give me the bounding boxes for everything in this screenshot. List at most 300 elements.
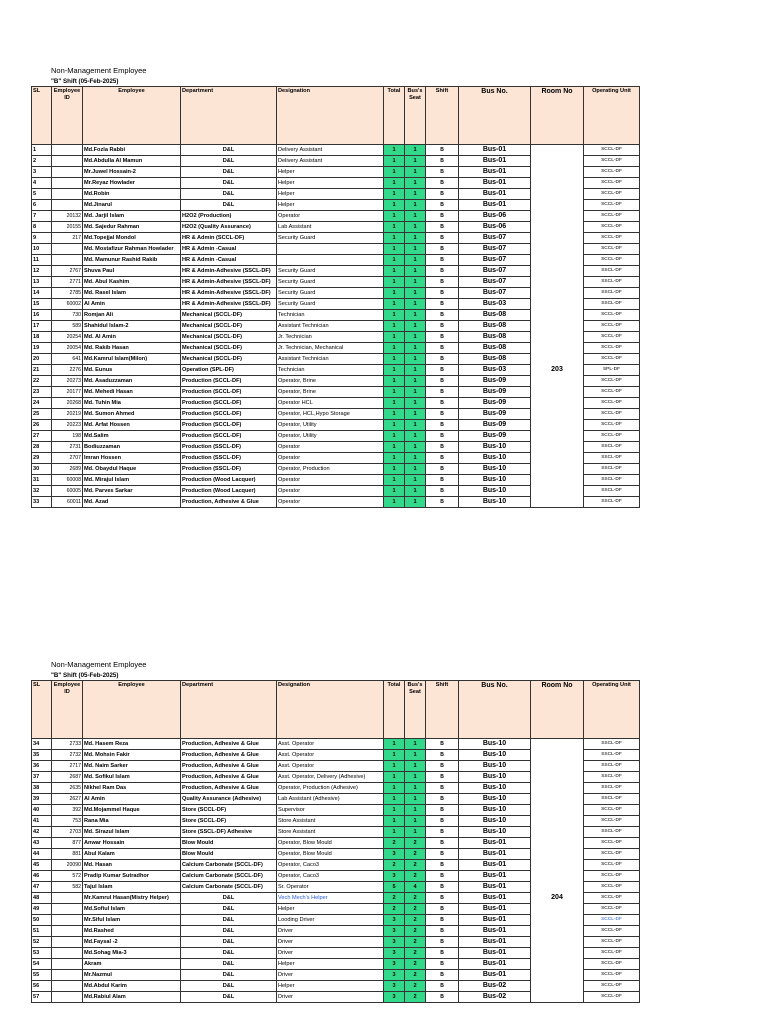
cell-employee-id bbox=[52, 189, 83, 200]
col-header-department: Department bbox=[181, 87, 277, 145]
cell-shift: B bbox=[426, 904, 459, 915]
cell-designation: Operator, Blow Mould bbox=[277, 849, 384, 860]
cell-room-no bbox=[531, 464, 584, 475]
cell-designation: Operator bbox=[277, 211, 384, 222]
cell-shift: B bbox=[426, 915, 459, 926]
cell-designation: Lab Assistant bbox=[277, 222, 384, 233]
cell-designation bbox=[277, 255, 384, 266]
cell-employee-id bbox=[52, 156, 83, 167]
cell-sl: 42 bbox=[32, 827, 52, 838]
cell-operating-unit: SCCL-DF bbox=[584, 244, 640, 255]
cell-employee-id bbox=[52, 915, 83, 926]
cell-employee: Md. Rasel Islam bbox=[83, 288, 181, 299]
cell-bus-seat: 1 bbox=[405, 486, 426, 497]
col-header-room-no: Room No bbox=[531, 681, 584, 739]
cell-bus-no: Bus-01 bbox=[459, 915, 531, 926]
cell-bus-no: Bus-08 bbox=[459, 343, 531, 354]
cell-shift: B bbox=[426, 321, 459, 332]
cell-shift: B bbox=[426, 937, 459, 948]
cell-department: D&L bbox=[181, 915, 277, 926]
cell-sl: 45 bbox=[32, 860, 52, 871]
cell-room-no bbox=[531, 937, 584, 948]
cell-shift: B bbox=[426, 189, 459, 200]
cell-sl: 20 bbox=[32, 354, 52, 365]
cell-bus-seat: 1 bbox=[405, 156, 426, 167]
cell-room-no bbox=[531, 882, 584, 893]
table-row bbox=[32, 277, 640, 288]
cell-total: 3 bbox=[384, 926, 405, 937]
col-header-employee-id: Employee ID bbox=[52, 681, 83, 739]
cell-sl: 36 bbox=[32, 761, 52, 772]
cell-operating-unit: SCCL-DF bbox=[584, 200, 640, 211]
cell-room-no bbox=[531, 398, 584, 409]
col-header-employee: Employee bbox=[83, 681, 181, 739]
table-row bbox=[32, 387, 640, 398]
cell-total: 1 bbox=[384, 222, 405, 233]
cell-operating-unit: SCCL-DF bbox=[584, 860, 640, 871]
cell-total: 1 bbox=[384, 387, 405, 398]
cell-operating-unit: SSCL-DF bbox=[584, 761, 640, 772]
cell-bus-seat: 1 bbox=[405, 772, 426, 783]
cell-total: 3 bbox=[384, 981, 405, 992]
cell-operating-unit: SCCL-DF bbox=[584, 882, 640, 893]
cell-employee: Md. Obaydul Haque bbox=[83, 464, 181, 475]
table-row bbox=[32, 497, 640, 508]
cell-operating-unit: SCCL-DF bbox=[584, 189, 640, 200]
table-row bbox=[32, 376, 640, 387]
cell-department: Production (SCCL-DF) bbox=[181, 387, 277, 398]
cell-room-no bbox=[531, 277, 584, 288]
cell-total: 1 bbox=[384, 189, 405, 200]
cell-shift: B bbox=[426, 233, 459, 244]
cell-operating-unit: SCCL-DF bbox=[584, 838, 640, 849]
cell-employee: Tajul Islam bbox=[83, 882, 181, 893]
cell-bus-seat: 2 bbox=[405, 992, 426, 1003]
cell-bus-seat: 1 bbox=[405, 453, 426, 464]
cell-bus-seat: 1 bbox=[405, 398, 426, 409]
cell-bus-no: Bus-09 bbox=[459, 409, 531, 420]
cell-sl: 43 bbox=[32, 838, 52, 849]
cell-operating-unit: SCCL-DF bbox=[584, 849, 640, 860]
cell-operating-unit: SSCL-DF bbox=[584, 750, 640, 761]
cell-operating-unit: SSCL-DF bbox=[584, 783, 640, 794]
cell-employee-id bbox=[52, 244, 83, 255]
cell-room-no bbox=[531, 772, 584, 783]
cell-employee-id bbox=[52, 893, 83, 904]
cell-bus-no: Bus-07 bbox=[459, 244, 531, 255]
cell-bus-seat: 1 bbox=[405, 409, 426, 420]
cell-sl: 3 bbox=[32, 167, 52, 178]
cell-bus-no: Bus-09 bbox=[459, 387, 531, 398]
cell-operating-unit: SSCL-DF bbox=[584, 299, 640, 310]
col-header-employee-id: Employee ID bbox=[52, 87, 83, 145]
cell-employee: Al Amin bbox=[83, 299, 181, 310]
cell-designation: Asst. Operator, Delivery (Adhesive) bbox=[277, 772, 384, 783]
cell-shift: B bbox=[426, 761, 459, 772]
cell-bus-seat: 1 bbox=[405, 255, 426, 266]
cell-employee-id bbox=[52, 200, 83, 211]
table-row bbox=[32, 409, 640, 420]
cell-room-no bbox=[531, 926, 584, 937]
cell-designation: Vech Mech's Helper bbox=[277, 893, 384, 904]
cell-sl: 37 bbox=[32, 772, 52, 783]
table-row bbox=[32, 255, 640, 266]
cell-employee-id: 2687 bbox=[52, 772, 83, 783]
cell-room-no bbox=[531, 970, 584, 981]
cell-department: Production (SCCL-DF) bbox=[181, 420, 277, 431]
table-row bbox=[32, 827, 640, 838]
cell-total: 3 bbox=[384, 992, 405, 1003]
cell-employee-id: 2689 bbox=[52, 464, 83, 475]
cell-employee-id: 20223 bbox=[52, 420, 83, 431]
cell-shift: B bbox=[426, 244, 459, 255]
cell-employee-id bbox=[52, 178, 83, 189]
cell-department: H2O2 (Production) bbox=[181, 211, 277, 222]
cell-shift: B bbox=[426, 475, 459, 486]
table-row bbox=[32, 167, 640, 178]
cell-employee: Anwar Hossain bbox=[83, 838, 181, 849]
cell-employee-id: 20155 bbox=[52, 222, 83, 233]
cell-bus-seat: 1 bbox=[405, 783, 426, 794]
cell-designation: Security Guard bbox=[277, 299, 384, 310]
cell-room-no bbox=[531, 739, 584, 750]
cell-bus-seat: 1 bbox=[405, 145, 426, 156]
cell-bus-seat: 1 bbox=[405, 200, 426, 211]
cell-sl: 55 bbox=[32, 970, 52, 981]
cell-bus-no: Bus-10 bbox=[459, 816, 531, 827]
col-header-employee: Employee bbox=[83, 87, 181, 145]
cell-operating-unit: SCCL-DF bbox=[584, 255, 640, 266]
cell-room-no bbox=[531, 915, 584, 926]
cell-room-no bbox=[531, 354, 584, 365]
cell-total: 3 bbox=[384, 959, 405, 970]
cell-total: 3 bbox=[384, 948, 405, 959]
cell-employee-id: 20054 bbox=[52, 343, 83, 354]
cell-designation: Operator, Utility bbox=[277, 431, 384, 442]
cell-operating-unit: SCCL-DF bbox=[584, 816, 640, 827]
cell-total: 3 bbox=[384, 915, 405, 926]
cell-designation: Helper bbox=[277, 904, 384, 915]
cell-operating-unit: SCCL-DF bbox=[584, 145, 640, 156]
cell-employee-id: 730 bbox=[52, 310, 83, 321]
cell-sl: 24 bbox=[32, 398, 52, 409]
cell-employee: Mr.Kamrul Hasan(Mistry Helper) bbox=[83, 893, 181, 904]
cell-operating-unit: SSCL-DF bbox=[584, 827, 640, 838]
cell-operating-unit: SCCL-DF bbox=[584, 431, 640, 442]
table-row bbox=[32, 783, 640, 794]
cell-employee-id: 2717 bbox=[52, 761, 83, 772]
cell-bus-seat: 2 bbox=[405, 937, 426, 948]
cell-total: 1 bbox=[384, 200, 405, 211]
cell-room-no bbox=[531, 475, 584, 486]
cell-operating-unit: SCCL-DF bbox=[584, 310, 640, 321]
cell-bus-no: Bus-01 bbox=[459, 838, 531, 849]
col-header-bus-seat: Bus's Seat bbox=[405, 87, 426, 145]
cell-operating-unit: SSCL-DF bbox=[584, 288, 640, 299]
cell-shift: B bbox=[426, 431, 459, 442]
cell-shift: B bbox=[426, 200, 459, 211]
table-row bbox=[32, 926, 640, 937]
cell-bus-seat: 1 bbox=[405, 739, 426, 750]
cell-designation: Delivery Assistant bbox=[277, 145, 384, 156]
cell-shift: B bbox=[426, 453, 459, 464]
cell-sl: 19 bbox=[32, 343, 52, 354]
cell-sl: 15 bbox=[32, 299, 52, 310]
table-row bbox=[32, 882, 640, 893]
cell-room-no bbox=[531, 783, 584, 794]
cell-department: Calcium Carbonate (SCCL-DF) bbox=[181, 882, 277, 893]
cell-employee-id: 641 bbox=[52, 354, 83, 365]
cell-room-no bbox=[531, 189, 584, 200]
cell-bus-no: Bus-07 bbox=[459, 266, 531, 277]
cell-bus-no: Bus-01 bbox=[459, 167, 531, 178]
cell-operating-unit: SSCL-DF bbox=[584, 453, 640, 464]
cell-designation: Helper bbox=[277, 981, 384, 992]
cell-bus-no: Bus-01 bbox=[459, 178, 531, 189]
table-body bbox=[32, 145, 640, 508]
cell-designation: Operator, Blow Mould bbox=[277, 838, 384, 849]
cell-bus-no: Bus-07 bbox=[459, 288, 531, 299]
cell-shift: B bbox=[426, 178, 459, 189]
cell-sl: 17 bbox=[32, 321, 52, 332]
cell-room-no bbox=[531, 211, 584, 222]
cell-bus-seat: 2 bbox=[405, 926, 426, 937]
table-row bbox=[32, 343, 640, 354]
table-row bbox=[32, 475, 640, 486]
cell-designation: Helper bbox=[277, 167, 384, 178]
cell-department: Mechanical (SCCL-DF) bbox=[181, 354, 277, 365]
cell-employee-id: 60008 bbox=[52, 475, 83, 486]
cell-operating-unit: SSCL-DF bbox=[584, 772, 640, 783]
cell-employee: Md.Jinarul bbox=[83, 200, 181, 211]
cell-department: HR & Admin-Adhesive (SSCL-DF) bbox=[181, 288, 277, 299]
table-row bbox=[32, 805, 640, 816]
cell-room-no bbox=[531, 288, 584, 299]
cell-shift: B bbox=[426, 860, 459, 871]
cell-total: 1 bbox=[384, 354, 405, 365]
cell-bus-seat: 2 bbox=[405, 959, 426, 970]
table-row bbox=[32, 893, 640, 904]
cell-designation: Security Guard bbox=[277, 277, 384, 288]
cell-bus-no: Bus-10 bbox=[459, 453, 531, 464]
cell-operating-unit: SCCL-DF bbox=[584, 332, 640, 343]
cell-room-no bbox=[531, 343, 584, 354]
roster-table bbox=[31, 680, 640, 1003]
cell-bus-seat: 2 bbox=[405, 860, 426, 871]
cell-employee-id: 2635 bbox=[52, 783, 83, 794]
cell-department: Production (Wood Lacquer) bbox=[181, 486, 277, 497]
cell-bus-no: Bus-01 bbox=[459, 970, 531, 981]
cell-room-no bbox=[531, 178, 584, 189]
cell-department: Production (Wood Lacquer) bbox=[181, 475, 277, 486]
cell-operating-unit: SSCL-DF bbox=[584, 739, 640, 750]
cell-room-no bbox=[531, 299, 584, 310]
cell-employee: Md. Abul Kashim bbox=[83, 277, 181, 288]
cell-room-no bbox=[531, 959, 584, 970]
cell-operating-unit: SCCL-DF bbox=[584, 937, 640, 948]
table-row bbox=[32, 453, 640, 464]
cell-bus-seat: 1 bbox=[405, 277, 426, 288]
cell-department: HR & Admin -Casual bbox=[181, 255, 277, 266]
cell-employee: Md. Sumon Ahmed bbox=[83, 409, 181, 420]
cell-shift: B bbox=[426, 464, 459, 475]
cell-shift: B bbox=[426, 926, 459, 937]
cell-shift: B bbox=[426, 332, 459, 343]
cell-bus-no: Bus-01 bbox=[459, 200, 531, 211]
cell-department: D&L bbox=[181, 893, 277, 904]
cell-department: Production (SSCL-DF) bbox=[181, 453, 277, 464]
cell-shift: B bbox=[426, 266, 459, 277]
cell-shift: B bbox=[426, 354, 459, 365]
cell-room-no bbox=[531, 794, 584, 805]
cell-total: 1 bbox=[384, 365, 405, 376]
cell-department: Production (SCCL-DF) bbox=[181, 409, 277, 420]
cell-sl: 1 bbox=[32, 145, 52, 156]
cell-sl: 51 bbox=[32, 926, 52, 937]
cell-employee: Md. Arfat Hossen bbox=[83, 420, 181, 431]
cell-employee-id: 2707 bbox=[52, 453, 83, 464]
table-row bbox=[32, 816, 640, 827]
cell-department: HR & Admin (SCCL-DF) bbox=[181, 233, 277, 244]
cell-sl: 16 bbox=[32, 310, 52, 321]
cell-employee-id: 2767 bbox=[52, 266, 83, 277]
cell-designation: Operator bbox=[277, 442, 384, 453]
cell-employee: Md. Asaduzzaman bbox=[83, 376, 181, 387]
cell-operating-unit: SSCL-DF bbox=[584, 464, 640, 475]
cell-employee-id bbox=[52, 970, 83, 981]
col-header-department: Department bbox=[181, 681, 277, 739]
table-row bbox=[32, 145, 640, 156]
cell-employee: Md. Hasem Reza bbox=[83, 739, 181, 750]
cell-department: HR & Admin-Adhesive (SSCL-DF) bbox=[181, 266, 277, 277]
cell-department: Production (SCCL-DF) bbox=[181, 398, 277, 409]
cell-bus-no: Bus-10 bbox=[459, 475, 531, 486]
cell-total: 1 bbox=[384, 211, 405, 222]
cell-room-no bbox=[531, 871, 584, 882]
cell-designation: Security Guard bbox=[277, 288, 384, 299]
cell-employee: Md. Rakib Hasan bbox=[83, 343, 181, 354]
cell-designation: Operator bbox=[277, 453, 384, 464]
cell-employee-id bbox=[52, 255, 83, 266]
cell-total: 3 bbox=[384, 849, 405, 860]
cell-room-no bbox=[531, 167, 584, 178]
table-row bbox=[32, 178, 640, 189]
table-row bbox=[32, 739, 640, 750]
cell-sl: 28 bbox=[32, 442, 52, 453]
cell-designation: Asst. Operator bbox=[277, 750, 384, 761]
cell-sl: 10 bbox=[32, 244, 52, 255]
col-header-bus-seat: Bus's Seat bbox=[405, 681, 426, 739]
cell-employee-id: 20219 bbox=[52, 409, 83, 420]
cell-shift: B bbox=[426, 816, 459, 827]
cell-department: D&L bbox=[181, 189, 277, 200]
cell-employee: Md. Mostafizur Rahman Howlader bbox=[83, 244, 181, 255]
cell-employee-id bbox=[52, 992, 83, 1003]
cell-bus-seat: 1 bbox=[405, 299, 426, 310]
cell-operating-unit: SCCL-DF bbox=[584, 915, 640, 926]
cell-department: Mechanical (SCCL-DF) bbox=[181, 321, 277, 332]
cell-employee-id bbox=[52, 167, 83, 178]
cell-employee-id bbox=[52, 981, 83, 992]
cell-bus-no: Bus-08 bbox=[459, 354, 531, 365]
cell-sl: 12 bbox=[32, 266, 52, 277]
cell-total: 1 bbox=[384, 816, 405, 827]
cell-shift: B bbox=[426, 222, 459, 233]
cell-room-no bbox=[531, 838, 584, 849]
cell-employee: Md.Sofiul Islam bbox=[83, 904, 181, 915]
cell-department: Store (SCCL-DF) bbox=[181, 805, 277, 816]
cell-room-no bbox=[531, 387, 584, 398]
cell-employee: Md. Mehedi Hasan bbox=[83, 387, 181, 398]
cell-employee: Md.Sohag Mia-3 bbox=[83, 948, 181, 959]
cell-department: Calcium Carbonate (SCCL-DF) bbox=[181, 871, 277, 882]
cell-operating-unit: SCCL-DF bbox=[584, 981, 640, 992]
cell-sl: 39 bbox=[32, 794, 52, 805]
col-header-sl: SL bbox=[32, 681, 52, 739]
cell-room-no bbox=[531, 486, 584, 497]
cell-employee: Md.Mojammel Haque bbox=[83, 805, 181, 816]
cell-bus-seat: 1 bbox=[405, 343, 426, 354]
cell-operating-unit: SCCL-DF bbox=[584, 871, 640, 882]
cell-room-no bbox=[531, 805, 584, 816]
cell-room-no bbox=[531, 431, 584, 442]
cell-operating-unit: SCCL-DF bbox=[584, 233, 640, 244]
cell-operating-unit: SSCL-DF bbox=[584, 475, 640, 486]
cell-sl: 22 bbox=[32, 376, 52, 387]
cell-sl: 47 bbox=[32, 882, 52, 893]
cell-bus-no: Bus-08 bbox=[459, 310, 531, 321]
cell-department: D&L bbox=[181, 948, 277, 959]
cell-shift: B bbox=[426, 310, 459, 321]
cell-sl: 7 bbox=[32, 211, 52, 222]
cell-sl: 49 bbox=[32, 904, 52, 915]
cell-bus-no: Bus-01 bbox=[459, 156, 531, 167]
cell-operating-unit: SCCL-DF bbox=[584, 343, 640, 354]
cell-designation: Operator, Production (Adhesive) bbox=[277, 783, 384, 794]
cell-bus-seat: 2 bbox=[405, 893, 426, 904]
cell-department: Production (SSCL-DF) bbox=[181, 464, 277, 475]
cell-room-no bbox=[531, 497, 584, 508]
cell-bus-seat: 1 bbox=[405, 475, 426, 486]
cell-room-no bbox=[531, 761, 584, 772]
cell-operating-unit: SCCL-DF bbox=[584, 893, 640, 904]
table-row bbox=[32, 860, 640, 871]
cell-employee: Md.Robin bbox=[83, 189, 181, 200]
table-row bbox=[32, 431, 640, 442]
cell-department: HR & Admin-Adhesive (SSCL-DF) bbox=[181, 277, 277, 288]
cell-room-no bbox=[531, 816, 584, 827]
cell-shift: B bbox=[426, 343, 459, 354]
table-row bbox=[32, 937, 640, 948]
cell-total: 1 bbox=[384, 288, 405, 299]
cell-employee: Md. Sirazul Islam bbox=[83, 827, 181, 838]
col-header-total: Total bbox=[384, 681, 405, 739]
cell-department: Production, Adhesive & Glue bbox=[181, 761, 277, 772]
cell-total: 1 bbox=[384, 761, 405, 772]
cell-bus-no: Bus-01 bbox=[459, 849, 531, 860]
cell-department: Quality Assurance (Adhesive) bbox=[181, 794, 277, 805]
cell-employee: Md. Eunus bbox=[83, 365, 181, 376]
cell-department: Mechanical (SCCL-DF) bbox=[181, 310, 277, 321]
cell-designation: Driver bbox=[277, 926, 384, 937]
cell-employee-id: 2627 bbox=[52, 794, 83, 805]
cell-bus-seat: 2 bbox=[405, 970, 426, 981]
cell-bus-no: Bus-09 bbox=[459, 376, 531, 387]
cell-total: 1 bbox=[384, 827, 405, 838]
cell-employee: Md.Topejjal Mondol bbox=[83, 233, 181, 244]
cell-employee-id: 20177 bbox=[52, 387, 83, 398]
cell-bus-seat: 2 bbox=[405, 915, 426, 926]
